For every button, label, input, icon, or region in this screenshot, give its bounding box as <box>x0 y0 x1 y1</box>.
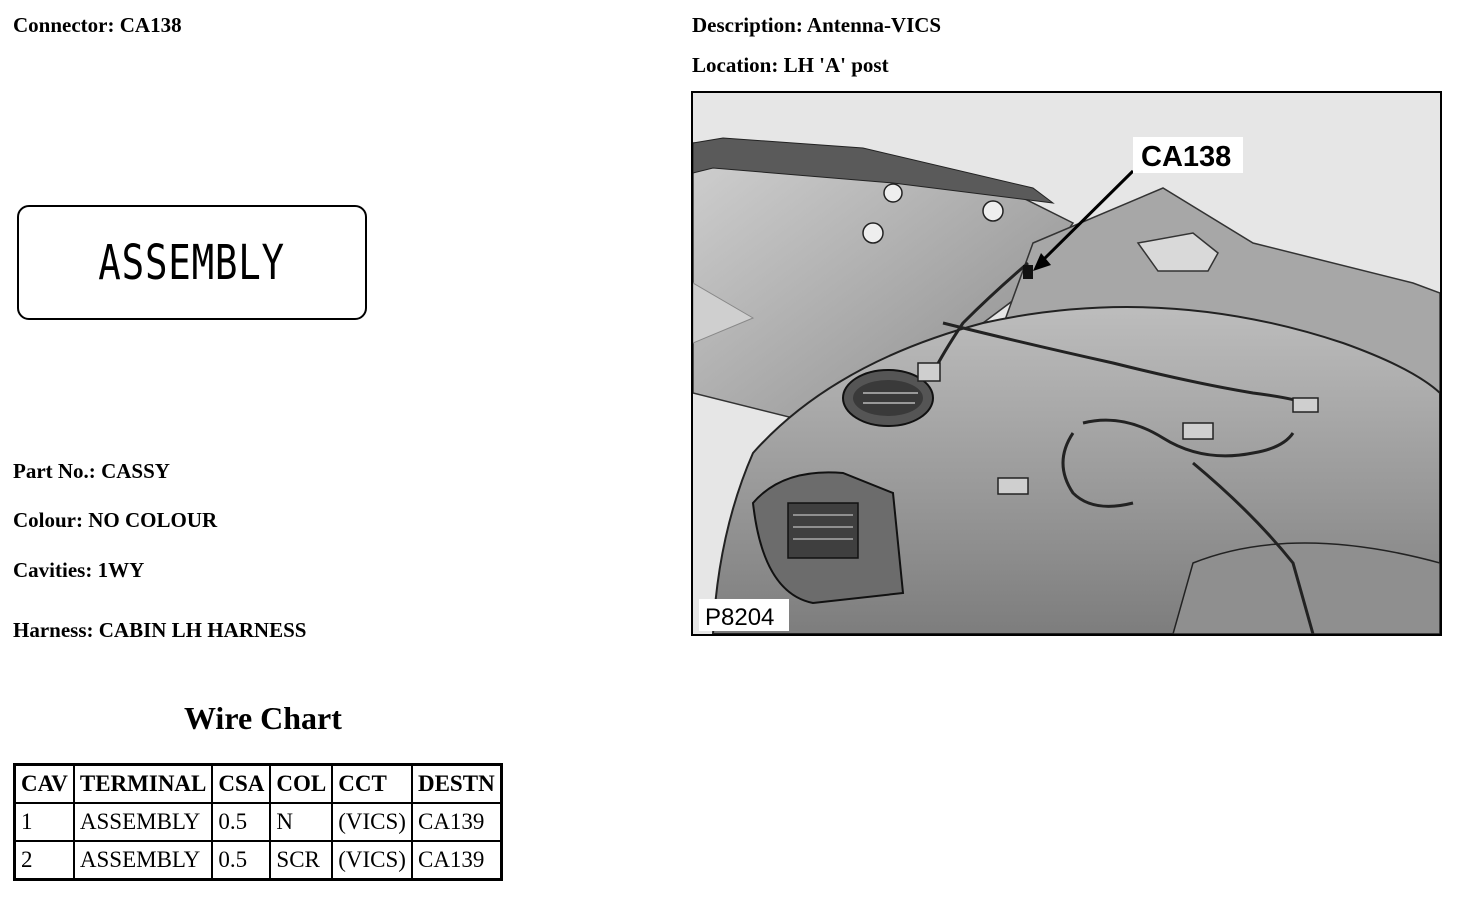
cell-csa: 0.5 <box>212 841 270 880</box>
part-no-label: Part No.: <box>13 459 96 483</box>
header-csa: CSA <box>212 765 270 804</box>
table-row <box>15 841 502 880</box>
figure-id-label: P8204 <box>705 604 775 631</box>
header-col: COL <box>270 765 332 804</box>
cavities-label: Cavities: <box>13 558 93 582</box>
harness-value: CABIN LH HARNESS <box>98 618 307 642</box>
cell-cct: (VICS) <box>332 803 412 841</box>
harness-field <box>13 620 306 641</box>
cell-cct: (VICS) <box>332 841 412 880</box>
description-field <box>692 15 941 36</box>
colour-label: Colour: <box>13 508 83 532</box>
colour-value: NO COLOUR <box>88 508 218 532</box>
cell-terminal: ASSEMBLY <box>74 841 213 880</box>
location-field <box>692 55 889 76</box>
cavities-field <box>13 560 144 581</box>
assembly-box-text: ASSEMBLY <box>98 234 286 291</box>
connector-field <box>13 15 182 36</box>
cell-cav: 2 <box>15 841 74 880</box>
connector-label: Connector: <box>13 13 115 37</box>
connector-location-figure <box>691 91 1442 636</box>
header-destn: DESTN <box>412 765 501 804</box>
part-no-value: CASSY <box>101 459 170 483</box>
cell-col: N <box>270 803 332 841</box>
location-label: Location: <box>692 53 779 77</box>
header-cav: CAV <box>15 765 74 804</box>
cell-csa: 0.5 <box>212 803 270 841</box>
cell-cav: 1 <box>15 803 74 841</box>
part-no-field <box>13 461 170 482</box>
location-value: LH 'A' post <box>783 53 889 77</box>
header-cct: CCT <box>332 765 412 804</box>
assembly-box <box>17 205 367 320</box>
cavities-value: 1WY <box>97 558 145 582</box>
cell-terminal: ASSEMBLY <box>74 803 213 841</box>
colour-field <box>13 510 217 531</box>
wire-chart-table <box>13 763 503 881</box>
cell-destn: CA139 <box>412 841 501 880</box>
dashboard-illustration <box>693 93 1440 634</box>
connector-value: CA138 <box>119 13 182 37</box>
description-value: Antenna-VICS <box>806 13 942 37</box>
header-terminal: TERMINAL <box>74 765 213 804</box>
cell-col: SCR <box>270 841 332 880</box>
harness-label: Harness: <box>13 618 94 642</box>
wire-chart-title: Wire Chart <box>184 700 342 736</box>
callout-label: CA138 <box>1141 141 1232 173</box>
cell-destn: CA139 <box>412 803 501 841</box>
wire-chart-header-row <box>15 765 502 804</box>
table-row <box>15 803 502 841</box>
description-label: Description: <box>692 13 803 37</box>
